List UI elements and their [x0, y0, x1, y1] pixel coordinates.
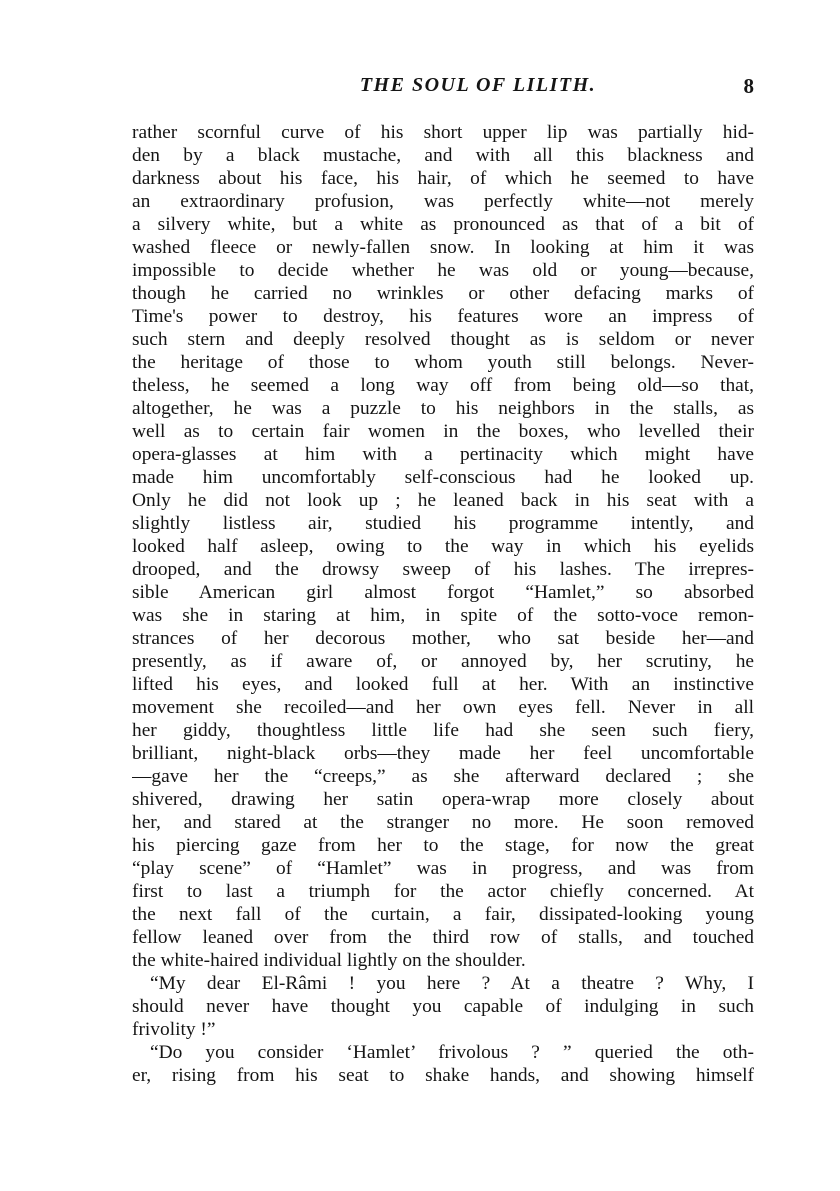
text-line: theless, he seemed a long way off from being old—so that, [132, 375, 754, 396]
text-line: shivered, drawing her satin opera-wrap more closely about [132, 789, 754, 810]
text-line: er, rising from his seat to shake hands, and showing himself [132, 1065, 754, 1086]
text-line: made him uncomfortably self-conscious had he looked up. [132, 467, 754, 488]
body-text [132, 121, 754, 1087]
text-line: lifted his eyes, and looked full at her. With an instinctive [132, 674, 754, 695]
text-line: was she in staring at him, in spite of the sotto-voce remon- [132, 605, 754, 626]
text-line: her giddy, thoughtless little life had she seen such fiery, [132, 720, 754, 741]
text-line: a silvery white, but a white as pronounced as that of a bit of [132, 214, 754, 235]
text-line: should never have thought you capable of indulging in such [132, 996, 754, 1017]
text-line: den by a black mustache, and with all this blackness and [132, 145, 754, 166]
page-number: 8 [743, 74, 754, 98]
text-line: the white-haired individual lightly on the shoulder. [132, 950, 526, 971]
text-line: his piercing gaze from her to the stage, for now the great [132, 835, 754, 856]
text-line: movement she recoiled—and her own eyes fell. Never in all [132, 697, 754, 718]
text-line: opera-glasses at him with a pertinacity which might have [132, 444, 754, 465]
text-line: an extraordinary profusion, was perfectly white—not merely [132, 191, 754, 212]
text-line: the next fall of the curtain, a fair, dissipated-looking young [132, 904, 754, 925]
text-line: altogether, he was a puzzle to his neighbors in the stalls, as [132, 398, 754, 419]
text-line: looked half asleep, owing to the way in which his eyelids [132, 536, 754, 557]
text-line: rather scornful curve of his short upper lip was partially hid- [132, 122, 754, 143]
text-line: impossible to decide whether he was old or young—because, [132, 260, 754, 281]
text-line: frivolity !” [132, 1019, 216, 1040]
text-line: washed fleece or newly-fallen snow. In looking at him it was [132, 237, 754, 258]
text-line: brilliant, night-black orbs—they made her feel uncomfortable [132, 743, 754, 764]
text-line: drooped, and the drowsy sweep of his lashes. The irrepres- [132, 559, 754, 580]
text-line: Time's power to destroy, his features wore an impress of [132, 306, 754, 327]
text-line: such stern and deeply resolved thought as is seldom or never [132, 329, 754, 350]
text-line: slightly listless air, studied his programme intently, and [132, 513, 754, 534]
text-line: “Do you consider ‘Hamlet’ frivolous ? ” queried the oth- [150, 1042, 754, 1063]
text-line: her, and stared at the stranger no more. He soon removed [132, 812, 754, 833]
text-line: Only he did not look up ; he leaned back in his seat with a [132, 490, 754, 511]
text-line: first to last a triumph for the actor chiefly concerned. At [132, 881, 754, 902]
text-line: well as to certain fair women in the boxes, who levelled their [132, 421, 754, 442]
running-title: THE SOUL OF LILITH. [359, 74, 597, 96]
text-line: “My dear El-Râmi ! you here ? At a theatre ? Why, I [150, 973, 754, 994]
running-header [132, 74, 754, 102]
text-line: presently, as if aware of, or annoyed by, her scrutiny, he [132, 651, 754, 672]
text-line: the heritage of those to whom youth still belongs. Never- [132, 352, 754, 373]
text-line: fellow leaned over from the third row of stalls, and touched [132, 927, 754, 948]
text-line: strances of her decorous mother, who sat beside her—and [132, 628, 754, 649]
text-line: sible American girl almost forgot “Hamlet,” so absorbed [132, 582, 754, 603]
text-line: though he carried no wrinkles or other defacing marks of [132, 283, 754, 304]
text-line: “play scene” of “Hamlet” was in progress, and was from [132, 858, 754, 879]
text-line: —gave her the “creeps,” as she afterward declared ; she [132, 766, 754, 787]
text-line: darkness about his face, his hair, of which he seemed to have [132, 168, 754, 189]
